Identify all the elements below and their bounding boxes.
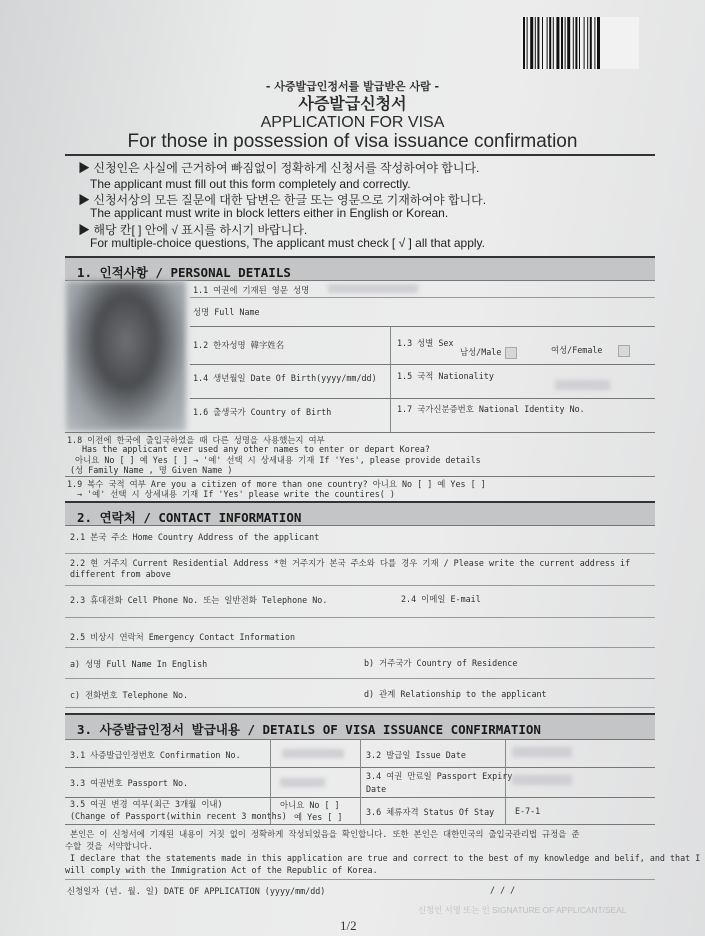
field-1-8-line2: Has the applicant ever used any other names to enter or depart Korea? — [82, 444, 430, 454]
instruction-1-en: The applicant must fill out this form completely and correctly. — [90, 177, 411, 191]
field-1-8-line4: (성 Family Name , 명 Given Name ) — [70, 465, 233, 475]
field-3-2-label: 3.2 발급일 Issue Date — [366, 750, 466, 760]
field-2-3-label: 2.3 휴대전화 Cell Phone No. 또는 일반전화 Telephone No. — [70, 595, 328, 605]
declaration-ko-line2: 수할 것을 서약합니다. — [65, 841, 153, 851]
instruction-2-ko: ▶ 신청서상의 모든 질문에 대한 답변은 한글 또는 영문으로 기재하여야 합니다. — [78, 193, 487, 207]
field-2-1-label: 2.1 본국 주소 Home Country Address of the applicant — [70, 532, 320, 542]
field-1-6-label: 1.6 출생국가 Country of Birth — [193, 407, 332, 417]
section-2-header: 2. 연락처 / CONTACT INFORMATION — [65, 501, 655, 526]
field-full-name-label: 성명 Full Name — [193, 307, 260, 317]
form-title-korean: 사증발급신청서 — [298, 94, 407, 113]
form-pretitle: - 사증발급인정서를 발급받은 사람 - — [265, 80, 440, 93]
page-number: 1/2 — [340, 918, 357, 933]
redacted-expiry-date — [512, 775, 572, 785]
applicant-photo — [66, 281, 186, 431]
field-3-5-line2: (Change of Passport(within recent 3 months) — [70, 811, 287, 821]
field-1-8-line3: 아니요 No [ ] 예 Yes [ ] → '예' 선택 시 상세내용 기재 If 'Yes', please provide details — [75, 455, 481, 465]
field-2-2-line2: different from above — [70, 569, 171, 579]
instruction-3-en: For multiple-choice questions, The applicant must check [ √ ] all that apply. — [90, 236, 485, 250]
instruction-3-ko: ▶ 해당 칸[ ] 안에 √ 표시를 하시기 바랍니다. — [78, 223, 308, 237]
barcode-icon — [521, 17, 639, 69]
field-3-6-label: 3.6 체류자격 Status Of Stay — [366, 807, 495, 817]
form-subtitle: For those in possession of visa issuance confirmation — [127, 131, 578, 152]
field-2-5-d-label: d) 관계 Relationship to the applicant — [364, 689, 547, 699]
field-1-4-label: 1.4 생년월일 Date Of Birth(yyyy/mm/dd) — [193, 373, 377, 383]
passport-change-no-option[interactable]: 아니요 No [ ] — [280, 800, 340, 810]
section-1-header: 1. 인적사항 / PERSONAL DETAILS — [65, 256, 655, 281]
field-1-9-line1: 1.9 복수 국적 여부 Are you a citizen of more than one country? 아니요 No [ ] 예 Yes [ ] — [67, 479, 486, 489]
redacted-issue-date — [512, 747, 572, 757]
sex-male-option[interactable]: 남성/Male — [460, 346, 517, 359]
instruction-2-en: The applicant must write in block letters either in English or Korean. — [90, 206, 449, 220]
instruction-1-ko: ▶ 신청인은 사실에 근거하여 빠짐없이 정확하게 신청서를 작성하여야 합니다. — [78, 161, 480, 175]
redacted-passport-no — [280, 778, 325, 787]
section-3-header: 3. 사증발급인정서 발급내용 / DETAILS OF VISA ISSUANCE CONFIRMATION — [65, 713, 655, 740]
declaration-ko-line1: 본인은 이 신청서에 기재된 내용이 거짓 없이 정확하게 작성되었음을 확인합니다. 또한 본인은 대한민국의 출입국관리법 규정을 준 — [70, 829, 580, 839]
redacted-surname — [328, 284, 418, 293]
field-1-7-label: 1.7 국가신분증번호 National Identity No. — [397, 404, 585, 414]
redacted-confirmation-no — [282, 749, 344, 758]
application-date-label: 신청일자 (년. 월. 일) DATE OF APPLICATION (yyyy/mm/dd) — [67, 886, 326, 896]
declaration-en-line1: I declare that the statements made in this application are true and correct to the best of my knowledge and belif, and that I — [70, 853, 701, 863]
status-of-stay-value: E-7-1 — [515, 806, 541, 816]
title-rule — [65, 154, 655, 156]
passport-change-yes-option[interactable]: 예 Yes [ ] — [294, 812, 343, 822]
field-3-1-label: 3.1 사증발급인정번호 Confirmation No. — [70, 750, 241, 760]
form-title-english: APPLICATION FOR VISA — [260, 114, 445, 131]
field-1-9-line2: → '예' 선택 시 상세내용 기재 If 'Yes' please write the countires( ) — [77, 489, 395, 499]
field-2-2-line1: 2.2 현 거주지 Current Residential Address *현 거주지가 본국 주소와 다를 경우 기재 / Please write the current address if — [70, 558, 631, 568]
field-3-4-line2: Date — [366, 784, 387, 794]
male-checkbox[interactable] — [505, 347, 517, 359]
field-2-5-a-label: a) 성명 Full Name In English — [70, 659, 208, 669]
field-1-3-label: 1.3 성별 Sex — [397, 338, 454, 348]
field-2-5-label: 2.5 비상시 연락처 Emergency Contact Information — [70, 632, 296, 642]
sex-female-option[interactable]: 여성/Female — [551, 344, 630, 357]
field-1-8-line1: 1.8 이전에 한국에 출입국하였을 때 다른 성명을 사용했는지 여부 — [67, 435, 325, 445]
declaration-en-line2: will comply with the Immigration Act of the Republic of Korea. — [65, 865, 378, 875]
field-3-4-line1: 3.4 여권 만료일 Passport Expiry — [366, 771, 513, 781]
field-1-5-label: 1.5 국적 Nationality — [397, 371, 494, 381]
field-1-2-label: 1.2 한자성명 韓字姓名 — [193, 340, 285, 350]
field-2-4-label: 2.4 이메일 E-mail — [401, 594, 481, 604]
female-checkbox[interactable] — [618, 345, 630, 357]
application-date-slashes: / / / — [490, 885, 516, 895]
field-3-3-label: 3.3 여권번호 Passport No. — [70, 778, 189, 788]
field-2-5-b-label: b) 거주국가 Country of Residence — [364, 658, 518, 668]
redacted-nationality — [555, 380, 610, 390]
field-3-5-line1: 3.5 여권 변경 여부(최근 3개월 이내) — [70, 799, 223, 809]
field-1-1-label: 1.1 여권에 기재된 영문 성명 — [193, 285, 310, 295]
signature-label: 신청인 서명 또는 인 SIGNATURE OF APPLICANT/SEAL — [418, 905, 627, 915]
field-2-5-c-label: c) 전화번호 Telephone No. — [70, 690, 189, 700]
